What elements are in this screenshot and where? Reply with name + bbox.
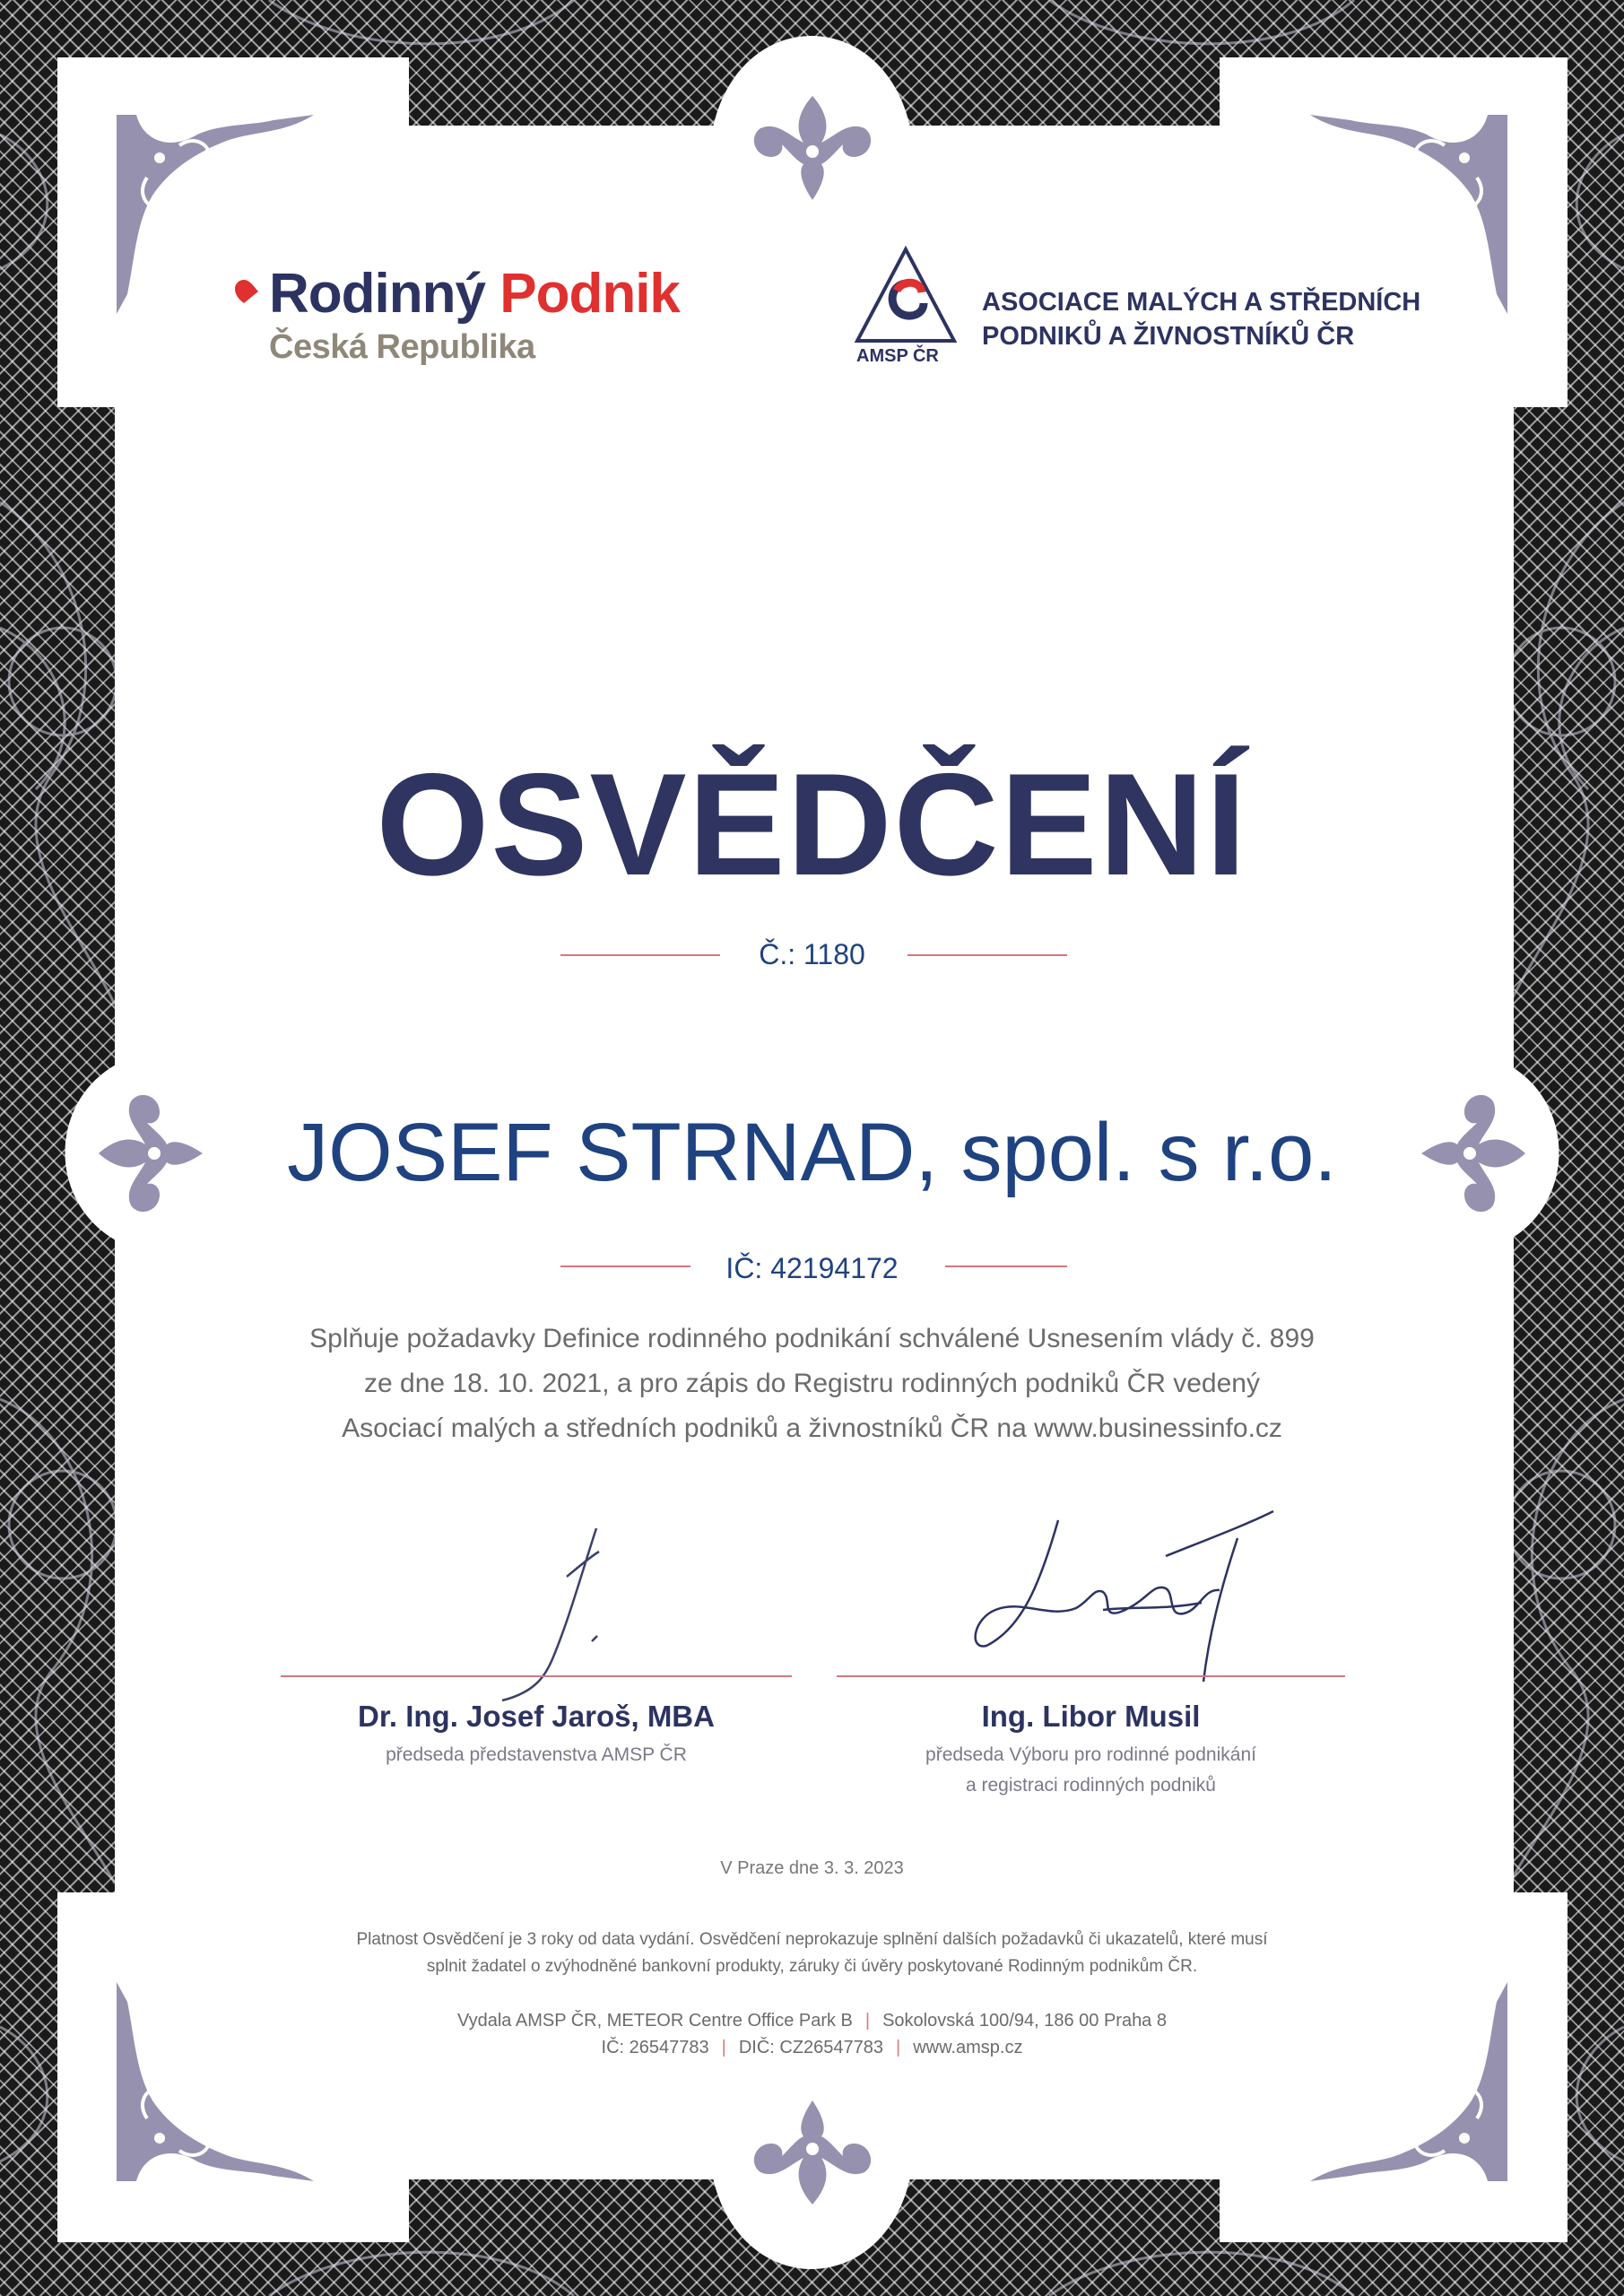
validity-note-line-1: Platnost Osvědčení je 3 roky od data vydání. Osvědčení neprokazuje splnění dalších požadavků či ukazatelů, které musí: [356, 1930, 1268, 1949]
signatory-1-name: Dr. Ing. Josef Jaroš, MBA: [358, 1700, 715, 1733]
ico-rule-right: [945, 1265, 1067, 1267]
company-name: JOSEF STRNAD, spol. s r.o.: [287, 1107, 1337, 1198]
separator: |: [721, 2038, 726, 2057]
issuer-dic: DIČ: CZ26547783: [738, 2038, 884, 2057]
statement-line-1: Splňuje požadavky Definice rodinného podnikání schválené Usnesením vlády č. 899: [309, 1324, 1315, 1353]
signatory-2-role-line-1: předseda Výboru pro rodinné podnikání: [925, 1744, 1256, 1765]
number-rule-right: [908, 954, 1067, 956]
validity-note: [269, 1926, 1355, 1980]
signatory-2-name: Ing. Libor Musil: [981, 1700, 1201, 1733]
signatory-2-role-line-2: a registraci rodinných podniků: [966, 1775, 1216, 1796]
issuer-website-link[interactable]: www.amsp.cz: [913, 2038, 1023, 2057]
issuer-ic: IČ: 26547783: [601, 2038, 709, 2057]
statement-line-2: ze dne 18. 10. 2021, a pro zápis do Registru rodinných podniků ČR vedený: [364, 1369, 1260, 1398]
signature-line-left: [281, 1675, 792, 1677]
amsp-name-line-2: PODNIKŮ A ŽIVNOSTNÍKŮ ČR: [982, 322, 1355, 351]
certificate-title: OSVĚDČENÍ: [376, 744, 1248, 906]
heart-icon: [231, 276, 262, 307]
logo-subtitle: Česká Republika: [269, 328, 535, 366]
separator: |: [864, 2011, 871, 2031]
certificate-statement: [224, 1317, 1400, 1451]
validity-note-line-2: splnit žadatel o zvýhodněné bankovní produkty, záruky či úvěry poskytované Rodinným podnikům ČR.: [426, 1957, 1198, 1976]
logo-word-rodinny: Rodinný: [269, 263, 485, 325]
statement-line-3: Asociací malých a středních podniků a živnostníků ČR na www.businessinfo.cz: [342, 1413, 1282, 1443]
amsp-logo-label: AMSP ČR: [856, 346, 939, 366]
signatory-2-role: [837, 1740, 1345, 1801]
issue-date: V Praze dne 3. 3. 2023: [720, 1858, 904, 1878]
issuer-line: [269, 2011, 1355, 2031]
amsp-triangle-logo-icon: [852, 244, 960, 346]
company-ico: IČ: 42194172: [725, 1252, 899, 1284]
issuer-ids-line: [269, 2038, 1355, 2058]
issuer-address: Sokolovská 100/94, 186 00 Praha 8: [882, 2011, 1167, 2031]
certificate-number: Č.: 1180: [759, 938, 865, 970]
signature-musil: [968, 1502, 1282, 1691]
signatory-1-role-line-1: předseda představenstva AMSP ČR: [386, 1744, 687, 1765]
issuer-name: Vydala AMSP ČR, METEOR Centre Office Park B: [457, 2011, 853, 2031]
amsp-name-line-1: ASOCIACE MALÝCH A STŘEDNÍCH: [982, 288, 1421, 317]
separator: |: [896, 2038, 901, 2057]
signatory-1-role: [281, 1740, 792, 1770]
logo-word-podnik: Podnik: [499, 263, 680, 325]
amsp-name: [982, 285, 1420, 353]
rodinny-podnik-logo: [269, 262, 680, 326]
signature-line-right: [837, 1675, 1345, 1677]
